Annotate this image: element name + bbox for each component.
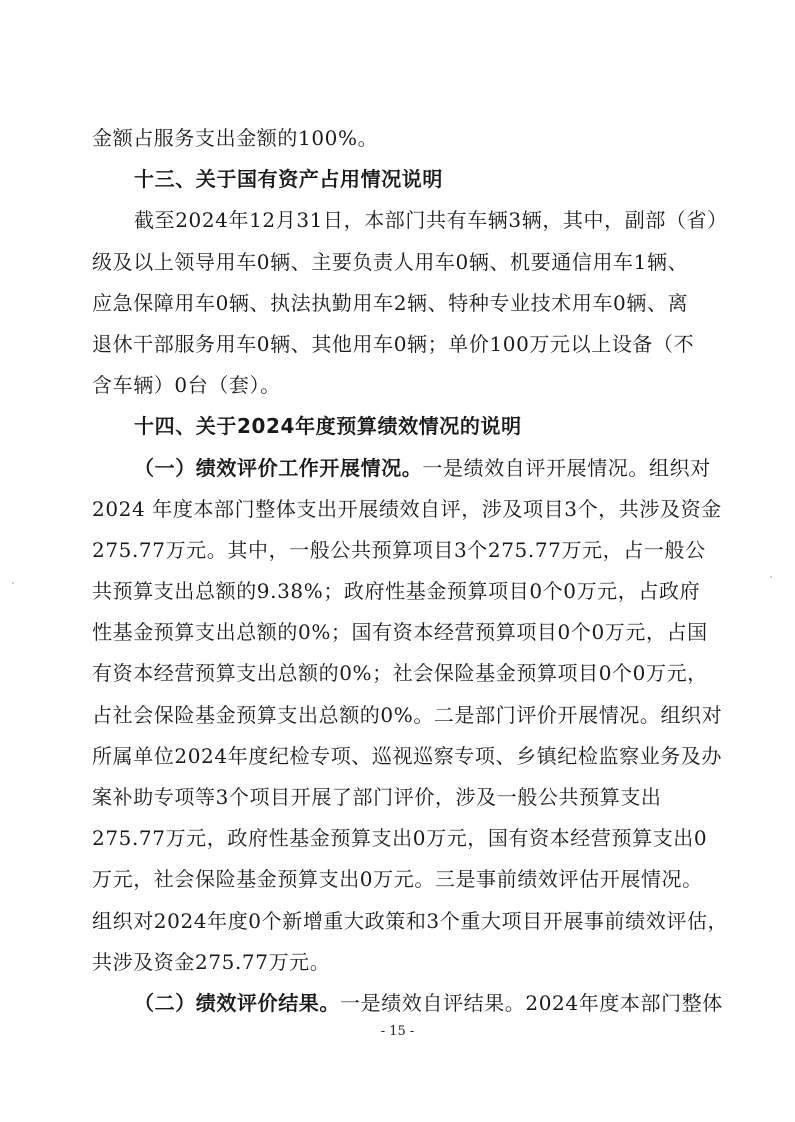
subsection-1-line: 275.77万元。其中，一般公共预算项目3个275.77万元，占一般公 [92,537,706,562]
document-body [92,118,729,1024]
subsection-1-line: 案补助专项等3个项目开展了部门评价，涉及一般公共预算支出 [92,785,662,809]
subsection-1-line: 所属单位2024年度纪检专项、巡视巡察专项、乡镇纪检监察业务及办 [92,743,723,768]
subsection-1-line: 占社会保险基金预算支出总额的0%。二是部门评价开展情况。组织对 [92,702,723,727]
section-13-line: 含车辆）0台（套）。 [92,373,281,398]
subsection-1-line: 共涉及资金275.77万元。 [92,949,331,974]
subsection-1-line: 有资本经营预算支出总额的0%；社会保险基金预算项目0个0万元， [92,661,708,686]
section-13-line: 级及以上领导用车0辆、主要负责人用车0辆、机要通信用车1辆、 [92,249,689,274]
subsection-1-line: 2024 年度本部门整体支出开展绩效自评，涉及项目3个，共涉及资金 [92,496,722,521]
subsection-1-line: 275.77万元，政府性基金预算支出0万元，国有资本经营预算支出0 [92,826,708,851]
subsection-1-line: 共预算支出总额的9.38%；政府性基金预算项目0个0万元，占政府 [92,579,701,604]
subsection-1-line: 性基金预算支出总额的0%；国有资本经营预算项目0个0万元，占国 [92,620,708,645]
subsection-1-line: 万元，社会保险基金预算支出0万元。三是事前绩效评估开展情况。 [92,867,703,892]
subsection-1-title: （一）绩效评价工作开展情况。 [134,455,423,480]
section-13-line: 应急保障用车0辆、执法执勤用车2辆、特种专业技术用车0辆、离 [92,290,689,315]
section-13-line: 退休干部服务用车0辆、其他用车0辆；单价100万元以上设备（不 [92,331,695,356]
subsection-1-first-line [92,448,714,489]
scan-speck [770,576,772,578]
subsection-2-title: （二）绩效评价结果。 [134,990,340,1015]
section-13-heading: 十三、关于国有资产占用情况说明 [134,167,443,192]
section-14-heading: 十四、关于2024年度预算绩效情况的说明 [134,414,522,439]
subsection-2-first-line [92,983,723,1024]
paragraph-continuation: 金额占服务支出金额的100%。 [92,126,379,150]
subsection-2-first-line-text: 一是绩效自评结果。2024年度本部门整体 [340,990,723,1015]
subsection-1-line: 组织对2024年度0个新增重大政策和3个重大项目开展事前绩效评估， [92,908,729,933]
page-number: - 15 - [380,1024,415,1039]
scan-speck [12,582,14,584]
section-13-line: 截至2024年12月31日，本部门共有车辆3辆，其中，副部（省） [134,208,728,233]
subsection-1-first-line-text: 一是绩效自评开展情况。组织对 [422,455,711,480]
